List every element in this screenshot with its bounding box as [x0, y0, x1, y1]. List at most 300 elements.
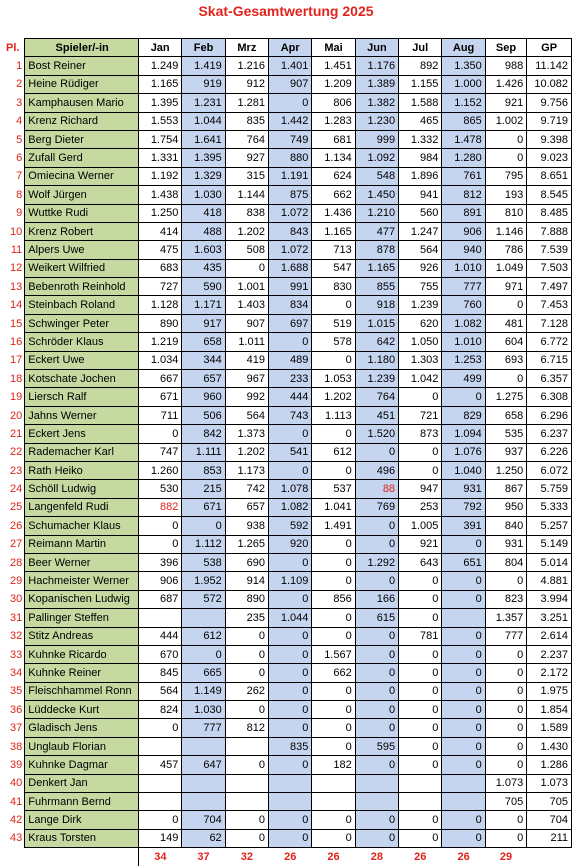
score-cell-apr: 0 [269, 461, 312, 479]
score-cell-apr: 444 [269, 388, 312, 406]
score-cell-jan: 1.260 [139, 461, 182, 479]
score-cell-sep: 810 [485, 204, 526, 222]
score-cell-sep: 1.426 [485, 75, 526, 93]
score-cell-feb: 658 [182, 333, 225, 351]
score-cell-mrz: 764 [225, 130, 268, 148]
col-header-jul: Jul [399, 39, 442, 57]
score-cell-jun: 166 [355, 590, 398, 608]
score-cell-mrz [225, 774, 268, 792]
score-cell-aug: 1.010 [442, 259, 485, 277]
table-row [4, 829, 572, 847]
player-name-cell: Omiecina Werner [25, 167, 139, 185]
score-cell-jan: 1.249 [139, 57, 182, 75]
total-points-cell: 3.994 [527, 590, 572, 608]
score-cell-mrz: 1.281 [225, 94, 268, 112]
total-points-cell: 1.589 [527, 719, 572, 737]
player-name-cell: Bebenroth Reinhold [25, 278, 139, 296]
score-cell-jul: 1.042 [399, 370, 442, 388]
score-cell-feb: 1.044 [182, 112, 225, 130]
score-cell-sep: 0 [485, 370, 526, 388]
score-cell-aug: 499 [442, 370, 485, 388]
score-cell-jan: 396 [139, 553, 182, 571]
player-name-cell: Zufall Gerd [25, 149, 139, 167]
score-cell-mrz: 927 [225, 149, 268, 167]
score-cell-sep: 658 [485, 406, 526, 424]
count-spacer [25, 848, 139, 866]
rank-cell: 24 [4, 480, 25, 498]
score-cell-mrz: 890 [225, 590, 268, 608]
table-row [4, 112, 572, 130]
score-cell-jul: 1.896 [399, 167, 442, 185]
score-cell-mai: 0 [312, 627, 355, 645]
score-cell-mrz: 1.202 [225, 443, 268, 461]
score-cell-apr: 592 [269, 517, 312, 535]
score-cell-jun: 0 [355, 829, 398, 847]
table-row [4, 149, 572, 167]
total-points-cell: 704 [527, 811, 572, 829]
total-points-cell: 1.975 [527, 682, 572, 700]
rank-cell: 35 [4, 682, 25, 700]
rank-cell: 8 [4, 186, 25, 204]
score-cell-jun: 1.165 [355, 259, 398, 277]
score-cell-jan: 727 [139, 278, 182, 296]
score-cell-mai: 0 [312, 829, 355, 847]
score-cell-sep: 705 [485, 793, 526, 811]
score-cell-jul: 643 [399, 553, 442, 571]
score-cell-jan: 475 [139, 241, 182, 259]
total-points-cell: 7.128 [527, 314, 572, 332]
score-cell-aug: 1.280 [442, 149, 485, 167]
score-cell-aug: 760 [442, 296, 485, 314]
score-cell-mrz [225, 737, 268, 755]
score-cell-mrz: 912 [225, 75, 268, 93]
table-row [4, 774, 572, 792]
player-name-cell: Fuhrmann Bernd [25, 793, 139, 811]
player-name-cell: Kraus Torsten [25, 829, 139, 847]
score-cell-aug: 1.350 [442, 57, 485, 75]
score-cell-sep: 950 [485, 498, 526, 516]
score-cell-apr: 1.072 [269, 241, 312, 259]
score-cell-feb: 657 [182, 370, 225, 388]
score-cell-mai: 856 [312, 590, 355, 608]
rank-cell: 23 [4, 461, 25, 479]
score-cell-jul: 0 [399, 443, 442, 461]
participant-count-jan: 34 [139, 848, 182, 866]
total-points-cell: 5.014 [527, 553, 572, 571]
score-cell-jul: 560 [399, 204, 442, 222]
score-cell-feb: 960 [182, 388, 225, 406]
score-cell-jun: 0 [355, 664, 398, 682]
score-cell-aug: 1.082 [442, 314, 485, 332]
score-cell-aug: 0 [442, 627, 485, 645]
score-cell-sep: 921 [485, 94, 526, 112]
player-name-cell: Jahns Werner [25, 406, 139, 424]
score-cell-aug: 0 [442, 682, 485, 700]
score-cell-jul: 0 [399, 682, 442, 700]
score-cell-sep: 0 [485, 130, 526, 148]
total-points-cell: 4.881 [527, 572, 572, 590]
score-cell-jun: 1.520 [355, 425, 398, 443]
total-points-cell: 1.854 [527, 701, 572, 719]
table-row [4, 186, 572, 204]
table-row [4, 278, 572, 296]
score-cell-mai: 1.451 [312, 57, 355, 75]
rank-cell: 42 [4, 811, 25, 829]
score-cell-feb: 612 [182, 627, 225, 645]
score-cell-jul: 926 [399, 259, 442, 277]
rank-cell: 38 [4, 737, 25, 755]
score-cell-aug: 0 [442, 388, 485, 406]
score-cell-jan: 1.128 [139, 296, 182, 314]
score-cell-sep: 1.073 [485, 774, 526, 792]
score-cell-aug: 829 [442, 406, 485, 424]
score-cell-apr: 0 [269, 553, 312, 571]
table-row [4, 425, 572, 443]
score-cell-jul: 781 [399, 627, 442, 645]
score-cell-jul: 0 [399, 737, 442, 755]
score-cell-mai: 662 [312, 186, 355, 204]
score-cell-aug: 0 [442, 645, 485, 663]
score-cell-mrz: 1.001 [225, 278, 268, 296]
rank-cell: 15 [4, 314, 25, 332]
score-cell-mrz: 1.144 [225, 186, 268, 204]
player-name-cell: Schöll Ludwig [25, 480, 139, 498]
score-cell-jan: 0 [139, 425, 182, 443]
score-cell-apr [269, 774, 312, 792]
score-cell-mai: 0 [312, 811, 355, 829]
score-cell-jan: 0 [139, 535, 182, 553]
total-points-cell: 9.756 [527, 94, 572, 112]
score-cell-aug: 792 [442, 498, 485, 516]
table-row [4, 590, 572, 608]
score-cell-jul: 253 [399, 498, 442, 516]
score-cell-mai: 578 [312, 333, 355, 351]
score-cell-jun: 0 [355, 645, 398, 663]
score-cell-apr: 697 [269, 314, 312, 332]
table-row [4, 719, 572, 737]
score-cell-aug: 0 [442, 719, 485, 737]
score-cell-aug: 0 [442, 829, 485, 847]
score-cell-apr: 0 [269, 701, 312, 719]
score-cell-mai: 519 [312, 314, 355, 332]
score-cell-sep: 1.002 [485, 112, 526, 130]
player-name-cell: Liersch Ralf [25, 388, 139, 406]
score-cell-jul: 0 [399, 609, 442, 627]
rank-cell: 37 [4, 719, 25, 737]
score-cell-jun: 878 [355, 241, 398, 259]
table-row [4, 664, 572, 682]
player-name-cell: Krenz Robert [25, 222, 139, 240]
score-cell-mrz: 992 [225, 388, 268, 406]
score-cell-mai: 0 [312, 737, 355, 755]
score-cell-apr: 0 [269, 829, 312, 847]
rank-cell: 26 [4, 517, 25, 535]
score-cell-apr: 1.044 [269, 609, 312, 627]
score-cell-feb: 1.395 [182, 149, 225, 167]
score-cell-sep: 795 [485, 167, 526, 185]
player-name-cell: Kuhnke Dagmar [25, 756, 139, 774]
ranking-table [4, 38, 572, 866]
table-row [4, 553, 572, 571]
score-cell-apr: 0 [269, 811, 312, 829]
score-cell-jan: 1.165 [139, 75, 182, 93]
score-cell-aug: 0 [442, 590, 485, 608]
score-cell-sep: 0 [485, 737, 526, 755]
col-header-sep: Sep [485, 39, 526, 57]
score-cell-feb: 647 [182, 756, 225, 774]
score-cell-sep: 867 [485, 480, 526, 498]
score-cell-mrz: 0 [225, 829, 268, 847]
score-cell-mrz: 938 [225, 517, 268, 535]
total-points-cell: 6.308 [527, 388, 572, 406]
score-cell-jan: 671 [139, 388, 182, 406]
score-cell-sep: 0 [485, 664, 526, 682]
total-points-cell: 8.485 [527, 204, 572, 222]
score-cell-jan: 824 [139, 701, 182, 719]
score-cell-mai: 830 [312, 278, 355, 296]
participant-count-mai: 26 [312, 848, 355, 866]
total-points-cell: 6.072 [527, 461, 572, 479]
rank-cell: 11 [4, 241, 25, 259]
score-cell-mai: 547 [312, 259, 355, 277]
total-points-cell: 5.257 [527, 517, 572, 535]
score-cell-jun: 769 [355, 498, 398, 516]
player-name-cell: Reimann Martin [25, 535, 139, 553]
score-cell-mrz: 1.173 [225, 461, 268, 479]
table-row [4, 517, 572, 535]
score-cell-aug: 1.000 [442, 75, 485, 93]
score-cell-jan: 1.754 [139, 130, 182, 148]
score-cell-mrz: 0 [225, 756, 268, 774]
rank-cell: 7 [4, 167, 25, 185]
player-name-cell: Eckert Jens [25, 425, 139, 443]
score-cell-apr: 835 [269, 737, 312, 755]
score-cell-mai: 0 [312, 701, 355, 719]
rank-cell: 19 [4, 388, 25, 406]
rank-cell: 13 [4, 278, 25, 296]
score-cell-sep: 0 [485, 756, 526, 774]
score-cell-mai: 806 [312, 94, 355, 112]
total-points-cell: 5.149 [527, 535, 572, 553]
score-cell-jul: 892 [399, 57, 442, 75]
score-cell-mai: 0 [312, 553, 355, 571]
table-row [4, 406, 572, 424]
score-cell-mrz: 1.373 [225, 425, 268, 443]
score-cell-jan: 1.553 [139, 112, 182, 130]
score-cell-jul [399, 793, 442, 811]
score-cell-mrz: 812 [225, 719, 268, 737]
player-name-cell: Heine Rüdiger [25, 75, 139, 93]
player-name-cell: Langenfeld Rudi [25, 498, 139, 516]
participant-count-apr: 26 [269, 848, 312, 866]
player-name-cell: Denkert Jan [25, 774, 139, 792]
score-cell-jun: 1.239 [355, 370, 398, 388]
score-cell-feb: 62 [182, 829, 225, 847]
score-cell-apr: 1.191 [269, 167, 312, 185]
score-cell-feb [182, 737, 225, 755]
player-name-cell: Berg Dieter [25, 130, 139, 148]
score-cell-apr: 907 [269, 75, 312, 93]
table-row [4, 75, 572, 93]
total-points-cell: 2.172 [527, 664, 572, 682]
player-name-cell: Schumacher Klaus [25, 517, 139, 535]
score-cell-jun: 496 [355, 461, 398, 479]
score-cell-feb: 215 [182, 480, 225, 498]
score-cell-aug: 1.253 [442, 351, 485, 369]
score-cell-mai: 0 [312, 609, 355, 627]
table-row [4, 480, 572, 498]
score-cell-jul: 1.239 [399, 296, 442, 314]
score-cell-mai: 713 [312, 241, 355, 259]
score-cell-mrz: 419 [225, 351, 268, 369]
score-cell-feb: 842 [182, 425, 225, 443]
rank-cell: 16 [4, 333, 25, 351]
score-cell-apr: 0 [269, 682, 312, 700]
score-cell-aug: 0 [442, 756, 485, 774]
score-cell-apr: 843 [269, 222, 312, 240]
score-cell-aug: 1.152 [442, 94, 485, 112]
score-cell-feb: 0 [182, 517, 225, 535]
total-points-cell: 9.023 [527, 149, 572, 167]
score-cell-mai: 0 [312, 682, 355, 700]
score-cell-jun: 0 [355, 719, 398, 737]
score-cell-jun: 0 [355, 443, 398, 461]
score-cell-jun: 595 [355, 737, 398, 755]
score-cell-jul: 1.155 [399, 75, 442, 93]
rank-cell: 33 [4, 645, 25, 663]
score-cell-jun: 764 [355, 388, 398, 406]
table-row [4, 333, 572, 351]
rank-cell: 2 [4, 75, 25, 93]
score-cell-jan: 1.438 [139, 186, 182, 204]
rank-cell: 39 [4, 756, 25, 774]
player-name-cell: Krenz Richard [25, 112, 139, 130]
count-spacer [4, 848, 25, 866]
score-cell-aug [442, 609, 485, 627]
score-cell-mai: 612 [312, 443, 355, 461]
score-cell-jan: 670 [139, 645, 182, 663]
rank-cell: 31 [4, 609, 25, 627]
rank-cell: 29 [4, 572, 25, 590]
score-cell-aug: 1.040 [442, 461, 485, 479]
score-cell-mai: 0 [312, 535, 355, 553]
col-header-name: Spieler/-in [25, 39, 139, 57]
score-cell-mai: 681 [312, 130, 355, 148]
score-cell-aug: 0 [442, 664, 485, 682]
score-cell-feb: 665 [182, 664, 225, 682]
score-cell-jan: 683 [139, 259, 182, 277]
total-points-cell: 1.286 [527, 756, 572, 774]
score-cell-jun: 0 [355, 701, 398, 719]
score-cell-mrz: 1.216 [225, 57, 268, 75]
col-header-apr: Apr [269, 39, 312, 57]
table-row [4, 793, 572, 811]
player-name-cell: Stitz Andreas [25, 627, 139, 645]
total-points-cell: 3.251 [527, 609, 572, 627]
player-name-cell: Gladisch Jens [25, 719, 139, 737]
total-points-cell: 6.296 [527, 406, 572, 424]
table-row [4, 461, 572, 479]
score-cell-feb: 344 [182, 351, 225, 369]
score-cell-mrz: 0 [225, 811, 268, 829]
score-cell-jul: 0 [399, 645, 442, 663]
score-cell-apr: 0 [269, 664, 312, 682]
score-cell-sep: 0 [485, 701, 526, 719]
table-row [4, 645, 572, 663]
score-cell-jul: 0 [399, 829, 442, 847]
score-cell-jun: 918 [355, 296, 398, 314]
score-cell-jan [139, 609, 182, 627]
score-cell-apr: 0 [269, 645, 312, 663]
table-row [4, 130, 572, 148]
score-cell-feb: 919 [182, 75, 225, 93]
score-cell-mrz: 235 [225, 609, 268, 627]
score-cell-jul: 947 [399, 480, 442, 498]
score-cell-sep: 777 [485, 627, 526, 645]
score-cell-apr: 1.072 [269, 204, 312, 222]
score-cell-feb: 1.030 [182, 186, 225, 204]
score-cell-mrz: 0 [225, 645, 268, 663]
score-cell-mai: 1.134 [312, 149, 355, 167]
score-cell-jul: 0 [399, 664, 442, 682]
score-cell-mai: 0 [312, 719, 355, 737]
total-points-cell: 2.614 [527, 627, 572, 645]
score-cell-jul: 0 [399, 719, 442, 737]
score-cell-sep: 604 [485, 333, 526, 351]
score-cell-jun: 0 [355, 572, 398, 590]
score-cell-jun: 0 [355, 627, 398, 645]
col-header-mai: Mai [312, 39, 355, 57]
score-cell-jul: 0 [399, 590, 442, 608]
score-cell-sep: 0 [485, 719, 526, 737]
score-cell-jul: 0 [399, 572, 442, 590]
page-title: Skat-Gesamtwertung 2025 [198, 3, 374, 19]
score-cell-mai: 1.041 [312, 498, 355, 516]
score-cell-jun: 451 [355, 406, 398, 424]
table-row [4, 701, 572, 719]
rank-cell: 18 [4, 370, 25, 388]
rank-cell: 27 [4, 535, 25, 553]
score-cell-sep: 0 [485, 645, 526, 663]
score-cell-sep: 1.250 [485, 461, 526, 479]
score-cell-jun: 1.450 [355, 186, 398, 204]
score-cell-mrz: 0 [225, 664, 268, 682]
player-name-cell: Pallinger Steffen [25, 609, 139, 627]
total-points-cell: 1.073 [527, 774, 572, 792]
score-cell-mrz: 907 [225, 314, 268, 332]
score-cell-jun: 1.210 [355, 204, 398, 222]
score-cell-apr: 749 [269, 130, 312, 148]
score-cell-sep: 0 [485, 682, 526, 700]
score-cell-aug: 651 [442, 553, 485, 571]
score-cell-sep: 193 [485, 186, 526, 204]
score-cell-aug: 0 [442, 701, 485, 719]
player-name-cell: Kopanischen Ludwig [25, 590, 139, 608]
rank-cell: 5 [4, 130, 25, 148]
rank-cell: 36 [4, 701, 25, 719]
score-cell-apr: 1.401 [269, 57, 312, 75]
score-cell-jun: 1.389 [355, 75, 398, 93]
score-cell-sep: 931 [485, 535, 526, 553]
score-cell-aug [442, 774, 485, 792]
rank-cell: 17 [4, 351, 25, 369]
table-row [4, 259, 572, 277]
score-cell-aug: 1.010 [442, 333, 485, 351]
score-cell-aug: 931 [442, 480, 485, 498]
player-name-cell: Rademacher Karl [25, 443, 139, 461]
score-cell-aug: 1.478 [442, 130, 485, 148]
score-cell-feb: 572 [182, 590, 225, 608]
